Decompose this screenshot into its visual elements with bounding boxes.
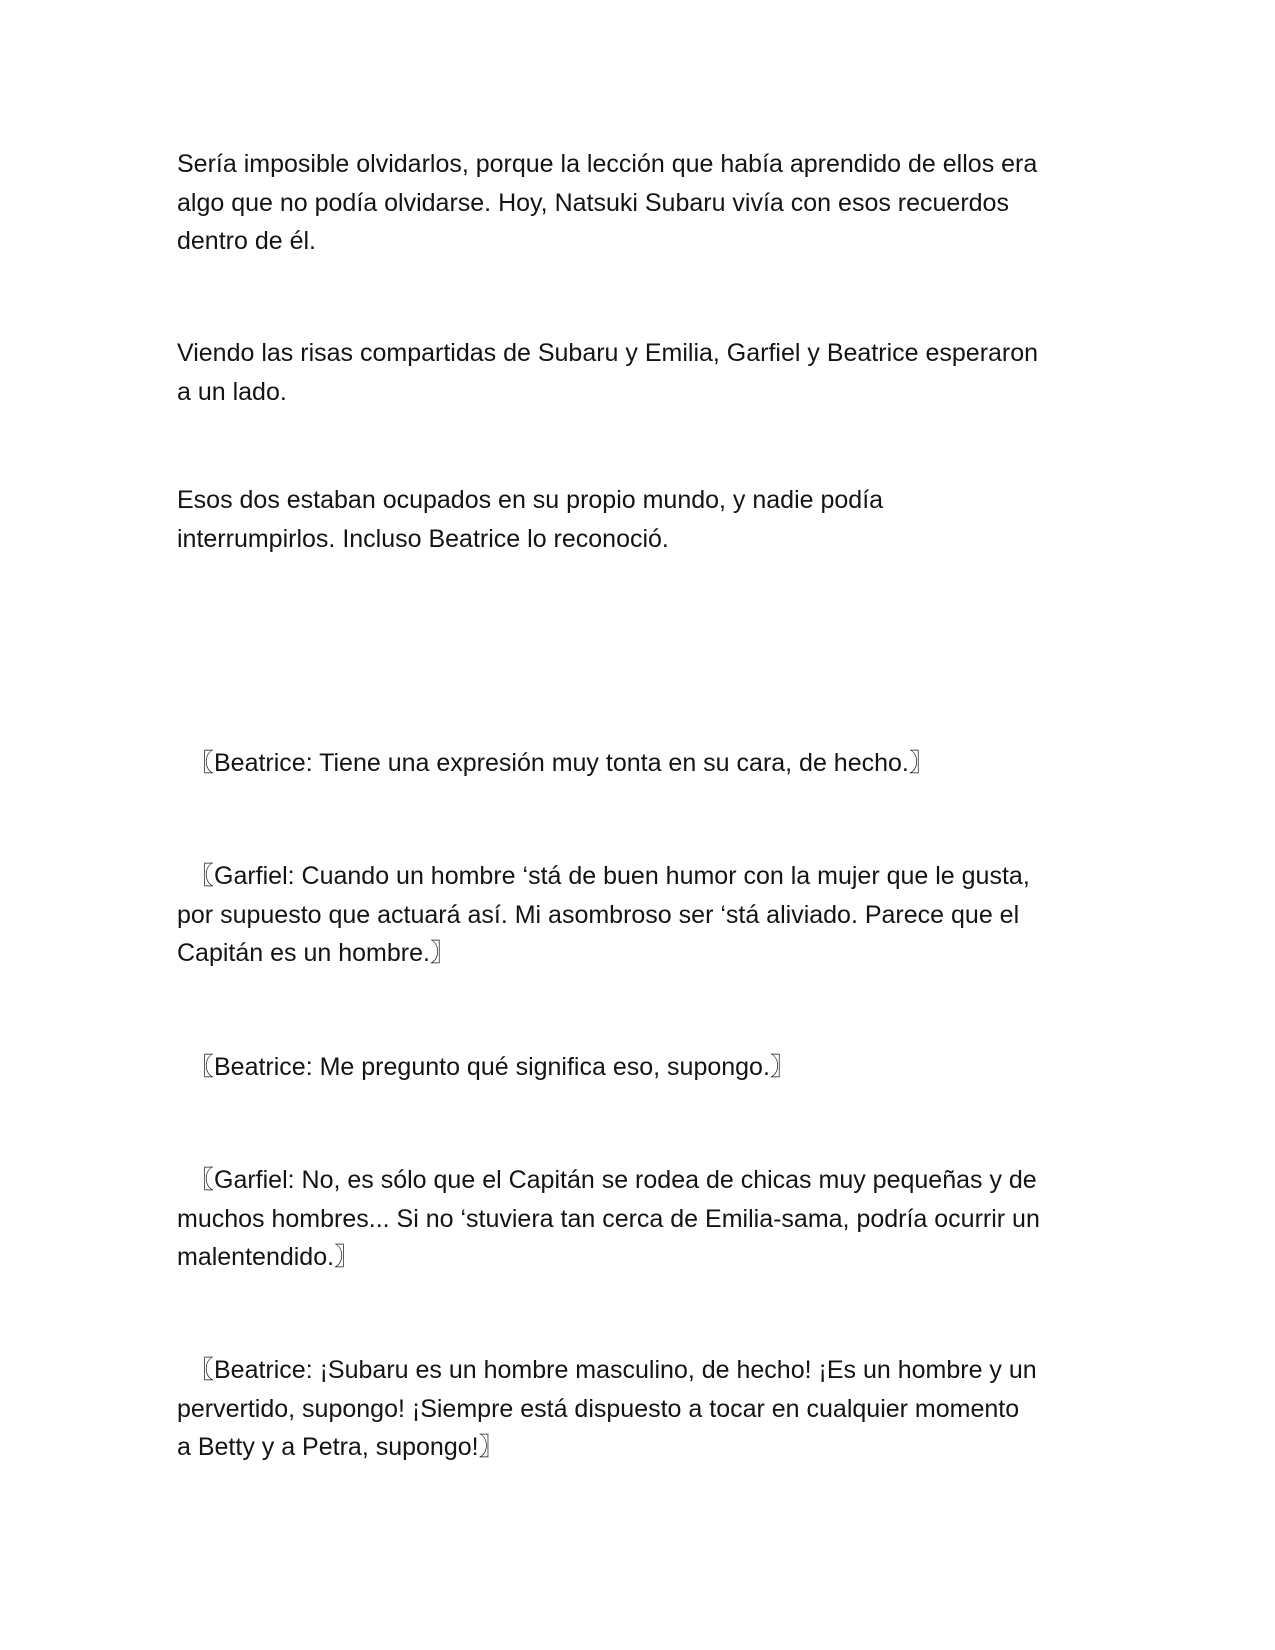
dialogue-beatrice bbox=[177, 1048, 1112, 1087]
text-line: a Betty y a Petra, supongo!〗 bbox=[177, 1433, 504, 1461]
text-line: dentro de él. bbox=[177, 227, 316, 255]
dialogue-beatrice bbox=[177, 744, 1112, 783]
text-line: algo que no podía olvidarse. Hoy, Natsuki Subaru vivía con esos recuerdos bbox=[177, 188, 1009, 217]
text-line: pervertido, supongo! ¡Siempre está dispuesto a tocar en cualquier momento bbox=[177, 1394, 1020, 1423]
text-line: malentendido.〗 bbox=[177, 1243, 360, 1271]
text-line: Viendo las risas compartidas de Subaru y Emilia, Garfiel y Beatrice esperaron bbox=[177, 339, 1039, 367]
text-line: a un lado. bbox=[177, 377, 287, 406]
text-line: interrumpirlos. Incluso Beatrice lo reconoció. bbox=[177, 524, 669, 553]
text-line: muchos hombres... Si no ‘stuviera tan cerca de Emilia-sama, podría ocurrir un bbox=[177, 1204, 1040, 1233]
text-line: 〖Garfiel: Cuando un hombre ‘stá de buen humor con la mujer que le gusta, bbox=[189, 862, 1030, 890]
narration-paragraph bbox=[177, 334, 1112, 411]
dialogue-garfiel bbox=[177, 1161, 1112, 1277]
text-line: 〖Garfiel: No, es sólo que el Capitán se rodea de chicas muy pequeñas y de bbox=[189, 1166, 1037, 1194]
text-line: por supuesto que actuará así. Mi asombroso ser ‘stá aliviado. Parece que el bbox=[177, 900, 1020, 929]
text-line: Esos dos estaban ocupados en su propio mundo, y nadie podía bbox=[177, 486, 884, 514]
dialogue-garfiel bbox=[177, 857, 1112, 973]
text-line: Capitán es un hombre.〗 bbox=[177, 939, 455, 967]
text-line: 〖Beatrice: ¡Subaru es un hombre masculino, de hecho! ¡Es un hombre y un bbox=[189, 1356, 1037, 1384]
narration-paragraph bbox=[177, 145, 1112, 261]
dialogue-beatrice bbox=[177, 1351, 1112, 1467]
text-line: 〖Beatrice: Tiene una expresión muy tonta en su cara, de hecho.〗 bbox=[189, 749, 934, 777]
narration-paragraph bbox=[177, 481, 1112, 558]
text-line: Sería imposible olvidarlos, porque la lección que había aprendido de ellos era bbox=[177, 150, 1038, 178]
text-line: 〖Beatrice: Me pregunto qué significa eso, supongo.〗 bbox=[189, 1053, 795, 1081]
